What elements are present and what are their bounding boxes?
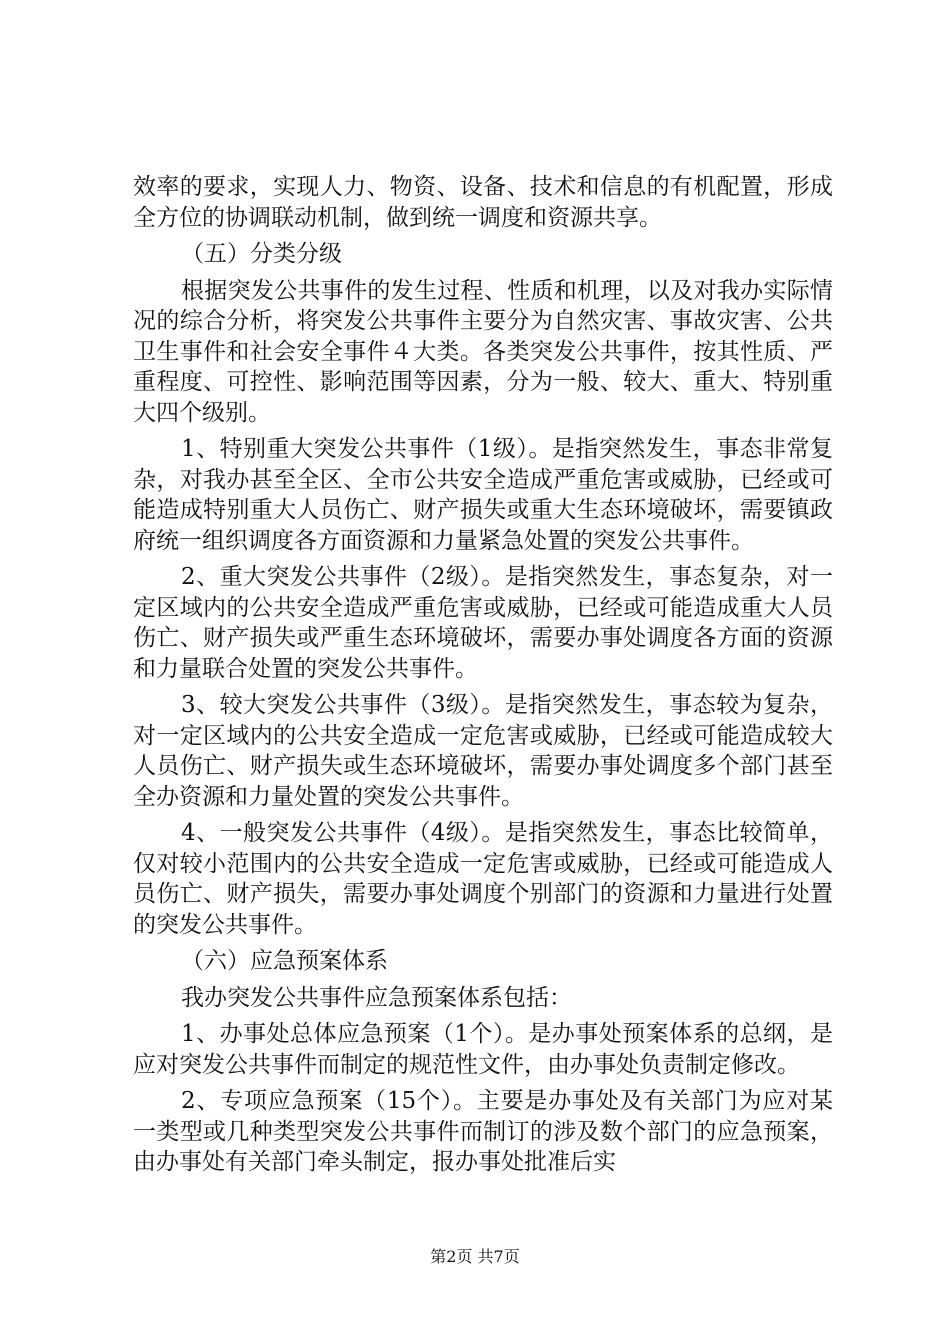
paragraph-level-1: 1、特别重大突发公共事件（1级）。是指突然发生，事态非常复杂，对我办甚至全区、全市公共安全造成严重危害或威胁，已经或可能造成特别重大人员伤亡、财产损失或重大生态环境破坏，需要镇政府统一组织调度各方面资源和力量紧急处置的突发公共事件。 [133, 436, 833, 554]
section-heading-5: （五）分类分级 [181, 241, 342, 267]
paragraph-level-4: 4、一般突发公共事件（4级）。是指突然发生，事态比较简单，仅对较小范围内的公共安全造成一定危害或威胁，已经或可能造成人员伤亡、财产损失，需要办事处调度个别部门的资源和力量进行处置的突发公共事件。 [133, 820, 833, 938]
section-heading-6: （六）应急预案体系 [181, 948, 388, 974]
paragraph-level-3: 3、较大突发公共事件（3级）。是指突然发生，事态较为复杂，对一定区域内的公共安全造成一定危害或威胁，已经或可能造成较大人员伤亡、财产损失或生态环境破坏，需要办事处调度多个部门甚至全办资源和力量处置的突发公共事件。 [133, 692, 833, 810]
paragraph-special-plan: 2、专项应急预案（15个）。主要是办事处及有关部门为应对某一类型或几种类型突发公共事件而制订的涉及数个部门的应急预案，由办事处有关部门牵头制定，报办事处批准后实 [133, 1088, 833, 1175]
document-body [133, 172, 833, 1184]
page-number-footer: 第2页 共7页 [430, 1247, 520, 1266]
paragraph-level-2: 2、重大突发公共事件（2级）。是指突然发生，事态复杂，对一定区域内的公共安全造成严重危害或威胁，已经或可能造成重大人员伤亡、财产损失或严重生态环境破坏，需要办事处调度各方面的资源和力量联合处置的突发公共事件。 [133, 564, 833, 682]
paragraph-1: 效率的要求，实现人力、物资、设备、技术和信息的有机配置，形成全方位的协调联动机制，做到统一调度和资源共享。 [133, 174, 833, 231]
paragraph-classification: 根据突发公共事件的发生过程、性质和机理，以及对我办实际情况的综合分析，将突发公共事件主要分为自然灾害、事故灾害、公共卫生事件和社会安全事件４大类。各类突发公共事件，按其性质、严重程度、可控性、影响范围等因素，分为一般、较大、重大、特别重大四个级别。 [133, 277, 833, 426]
paragraph-plan-system-intro: 我办突发公共事件应急预案体系包括： [181, 984, 572, 1011]
paragraph-overall-plan: 1、办事处总体应急预案（1个）。是办事处预案体系的总纲，是应对突发公共事件而制定的规范性文件，由办事处负责制定修改。 [133, 1021, 833, 1078]
